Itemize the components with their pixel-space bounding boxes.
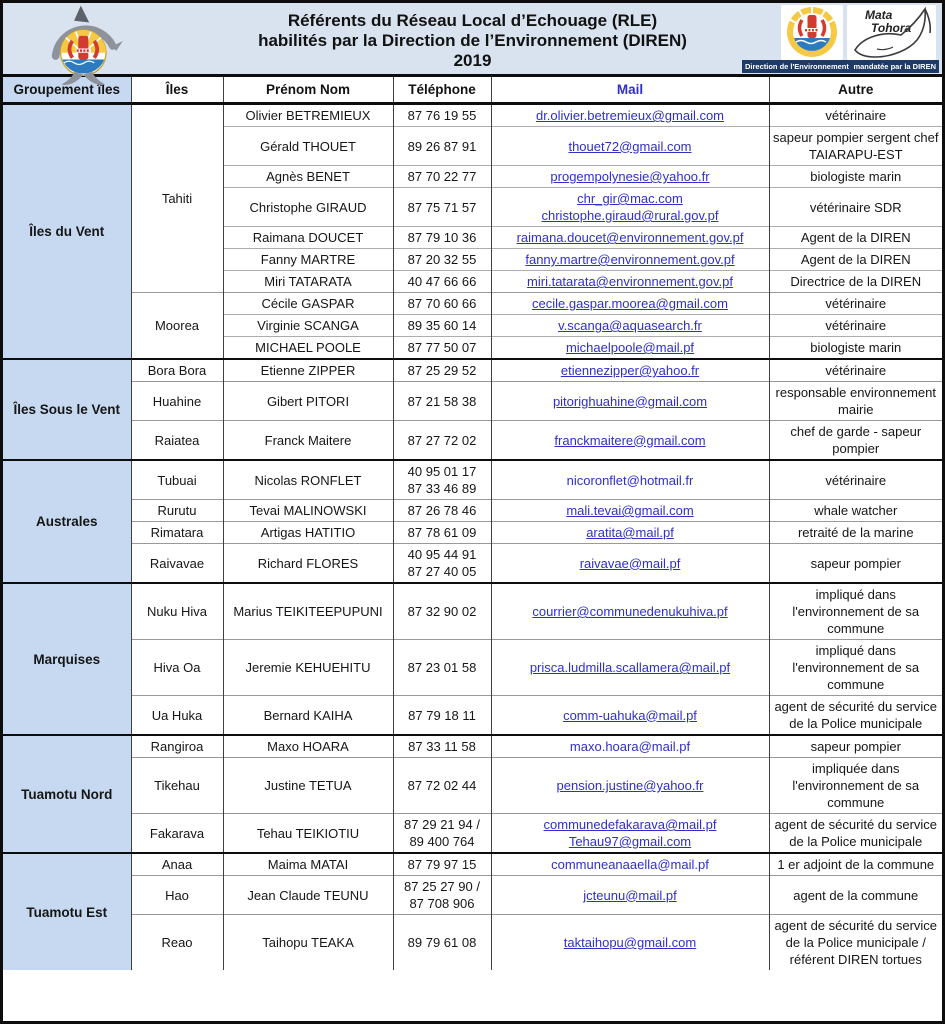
mata-tohora-logo (847, 5, 936, 60)
email-link[interactable]: prisca.ludmilla.scallamera@mail.pf (529, 660, 731, 675)
email-link[interactable]: fanny.martre@environnement.gov.pf (525, 252, 735, 267)
email-link[interactable]: v.scanga@aquasearch.fr (558, 318, 702, 333)
email-link[interactable]: communedefakarava@mail.pf (543, 817, 717, 832)
mail-cell (491, 227, 769, 249)
phone-cell: 87 70 60 66 (393, 293, 491, 315)
person-name-cell: Taihopu TEAKA (223, 915, 393, 971)
person-name-cell: Franck Maitere (223, 421, 393, 461)
island-cell: Moorea (131, 293, 223, 360)
role-cell: agent de sécurité du service de la Police municipale (769, 696, 942, 736)
table-row (3, 915, 942, 971)
person-name-cell: Jean Claude TEUNU (223, 876, 393, 915)
col-header-prenom-nom: Prénom Nom (223, 77, 393, 104)
email-link[interactable]: pension.justine@yahoo.fr (556, 778, 704, 793)
person-name-cell: Maxo HOARA (223, 735, 393, 758)
mail-cell (491, 522, 769, 544)
mail-cell (491, 421, 769, 461)
person-name-cell: Olivier BETREMIEUX (223, 104, 393, 127)
mail-cell (491, 696, 769, 736)
group-cell: Australes (3, 460, 131, 583)
phone-cell: 89 26 87 91 (393, 127, 491, 166)
island-cell: Huahine (131, 382, 223, 421)
table-row (3, 382, 942, 421)
phone-cell: 87 26 78 46 (393, 500, 491, 522)
role-cell: 1 er adjoint de la commune (769, 853, 942, 876)
role-cell: biologiste marin (769, 166, 942, 188)
role-cell: vétérinaire (769, 293, 942, 315)
island-cell: Raiatea (131, 421, 223, 461)
phone-cell: 87 27 72 02 (393, 421, 491, 461)
phone-cell: 87 79 97 15 (393, 853, 491, 876)
phone-cell: 87 20 32 55 (393, 249, 491, 271)
mail-cell (491, 337, 769, 360)
role-cell: sapeur pompier (769, 735, 942, 758)
role-cell: vétérinaire SDR (769, 188, 942, 227)
logo-caption-strip (742, 60, 939, 73)
phone-cell: 87 76 19 55 (393, 104, 491, 127)
person-name-cell: Artigas HATITIO (223, 522, 393, 544)
email-link: nicoronflet@hotmail.fr (566, 472, 694, 488)
island-cell: Ua Huka (131, 696, 223, 736)
phone-cell: 40 47 66 66 (393, 271, 491, 293)
email-link[interactable]: aratita@mail.pf (586, 525, 674, 540)
person-name-cell: Gibert PITORI (223, 382, 393, 421)
email-link[interactable]: mali.tevai@gmail.com (566, 503, 694, 518)
col-header-mail: Mail (491, 77, 769, 104)
island-cell: Nuku Hiva (131, 583, 223, 640)
island-cell: Rangiroa (131, 735, 223, 758)
person-name-cell: Nicolas RONFLET (223, 460, 393, 500)
table-row (3, 421, 942, 461)
role-cell: Agent de la DIREN (769, 227, 942, 249)
person-name-cell: Etienne ZIPPER (223, 359, 393, 382)
mail-cell (491, 315, 769, 337)
group-cell: Tuamotu Est (3, 853, 131, 970)
person-name-cell: Agnès BENET (223, 166, 393, 188)
title-line-2: habilités par la Direction de l’Environnement (DIREN) (258, 31, 687, 50)
phone-cell: 87 72 02 44 (393, 758, 491, 814)
group-cell: Îles Sous le Vent (3, 359, 131, 460)
phone-cell: 87 25 27 90 / 87 708 906 (393, 876, 491, 915)
role-cell: vétérinaire (769, 315, 942, 337)
rle-whale-emblem-logo (29, 4, 141, 88)
phone-cell: 40 95 44 91 87 27 40 05 (393, 544, 491, 584)
role-cell: agent de sécurité du service de la Police municipale (769, 814, 942, 854)
title-band (3, 3, 942, 77)
email-link[interactable]: chr_gir@mac.com (577, 191, 683, 206)
role-cell: vétérinaire (769, 359, 942, 382)
email-link: maxo.hoara@mail.pf (569, 739, 691, 754)
role-cell: impliqué dans l'environnement de sa commune (769, 583, 942, 640)
mail-cell (491, 359, 769, 382)
island-cell: Hao (131, 876, 223, 915)
mail-cell (491, 876, 769, 915)
phone-cell: 87 79 10 36 (393, 227, 491, 249)
role-cell: vétérinaire (769, 460, 942, 500)
phone-cell: 40 95 01 17 87 33 46 89 (393, 460, 491, 500)
person-name-cell: Gérald THOUET (223, 127, 393, 166)
person-name-cell: Tehau TEIKIOTIU (223, 814, 393, 854)
role-cell: sapeur pompier (769, 544, 942, 584)
mail-cell (491, 127, 769, 166)
table-row (3, 359, 942, 382)
table-row (3, 640, 942, 696)
phone-cell: 87 79 18 11 (393, 696, 491, 736)
phone-cell: 89 35 60 14 (393, 315, 491, 337)
phone-cell: 87 78 61 09 (393, 522, 491, 544)
island-cell: Rurutu (131, 500, 223, 522)
polynesia-emblem-icon (781, 5, 843, 60)
person-name-cell: Marius TEIKITEEPUPUNI (223, 583, 393, 640)
email-link[interactable]: raivavae@mail.pf (579, 555, 681, 571)
email-link[interactable]: progempolynesie@yahoo.fr (550, 169, 710, 184)
phone-cell: 87 21 58 38 (393, 382, 491, 421)
person-name-cell: Bernard KAIHA (223, 696, 393, 736)
island-cell: Fakarava (131, 814, 223, 854)
role-cell: retraité de la marine (769, 522, 942, 544)
mail-cell (491, 814, 769, 854)
title-line-1: Référents du Réseau Local d’Echouage (RLE) (287, 11, 658, 30)
email-link[interactable]: pitorighuahine@gmail.com (552, 393, 708, 409)
group-cell: Tuamotu Nord (3, 735, 131, 853)
person-name-cell: Tevai MALINOWSKI (223, 500, 393, 522)
mail-cell (491, 249, 769, 271)
col-header-iles: Îles (131, 77, 223, 104)
person-name-cell: Richard FLORES (223, 544, 393, 584)
role-cell: agent de la commune (769, 876, 942, 915)
email-link[interactable]: jcteunu@mail.pf (583, 887, 677, 903)
referents-table-header (3, 77, 942, 104)
mata-caption: mandatée par la DIREN (853, 62, 936, 71)
table-row (3, 758, 942, 814)
phone-cell: 89 79 61 08 (393, 915, 491, 971)
email-link[interactable]: michaelpoole@mail.pf (565, 340, 695, 355)
email-link[interactable]: miri.tatarata@environnement.gov.pf (527, 274, 733, 289)
role-cell: responsable environnement mairie (769, 382, 942, 421)
mata-tohora-whale-icon (847, 5, 936, 60)
mail-cell (491, 271, 769, 293)
role-cell: impliquée dans l'environnement de sa commune (769, 758, 942, 814)
email-link[interactable]: dr.olivier.betremieux@gmail.com (535, 108, 725, 123)
email-link: communeanaaella@mail.pf (551, 857, 709, 872)
email-link[interactable]: raimana.doucet@environnement.gov.pf (516, 230, 744, 245)
person-name-cell: Raimana DOUCET (223, 227, 393, 249)
col-header-groupement-iles: Groupement îles (3, 77, 131, 104)
mail-cell (491, 853, 769, 876)
referents-table (3, 77, 942, 970)
phone-cell: 87 33 11 58 (393, 735, 491, 758)
table-row (3, 500, 942, 522)
island-cell: Tubuai (131, 460, 223, 500)
role-cell: agent de sécurité du service de la Police municipale / référent DIREN tortues (769, 915, 942, 971)
island-cell: Tikehau (131, 758, 223, 814)
person-name-cell: Christophe GIRAUD (223, 188, 393, 227)
email-link[interactable]: thouet72@gmail.com (568, 138, 692, 154)
email-link[interactable]: christophe.giraud@rural.gov.pf (541, 208, 719, 223)
island-cell: Reao (131, 915, 223, 971)
polynesia-emblem-logo (781, 5, 843, 60)
referents-table-body (3, 104, 942, 971)
group-cell: Îles du Vent (3, 104, 131, 360)
island-cell: Rimatara (131, 522, 223, 544)
email-link[interactable]: franckmaitere@gmail.com (554, 432, 706, 448)
mail-cell (491, 382, 769, 421)
island-cell: Tahiti (131, 104, 223, 293)
table-row (3, 522, 942, 544)
person-name-cell: Miri TATARATA (223, 271, 393, 293)
table-row (3, 876, 942, 915)
col-header-telephone: Téléphone (393, 77, 491, 104)
person-name-cell: Cécile GASPAR (223, 293, 393, 315)
mail-cell (491, 460, 769, 500)
email-link[interactable]: Tehau97@gmail.com (568, 834, 692, 849)
island-cell: Anaa (131, 853, 223, 876)
group-cell: Marquises (3, 583, 131, 735)
table-row (3, 460, 942, 500)
person-name-cell: Maima MATAI (223, 853, 393, 876)
email-link[interactable]: cecile.gaspar.moorea@gmail.com (531, 296, 728, 311)
email-link[interactable]: etiennezipper@yahoo.fr (560, 363, 700, 378)
role-cell: sapeur pompier sergent chef TAIARAPU-EST (769, 127, 942, 166)
phone-cell: 87 75 71 57 (393, 188, 491, 227)
mail-cell (491, 104, 769, 127)
table-row (3, 583, 942, 640)
role-cell: Agent de la DIREN (769, 249, 942, 271)
phone-cell: 87 70 22 77 (393, 166, 491, 188)
col-header-autre: Autre (769, 77, 942, 104)
phone-cell: 87 29 21 94 / 89 400 764 (393, 814, 491, 854)
person-name-cell: Jeremie KEHUEHITU (223, 640, 393, 696)
email-link[interactable]: courrier@communedenukuhiva.pf (532, 604, 728, 619)
phone-cell: 87 32 90 02 (393, 583, 491, 640)
table-row (3, 853, 942, 876)
mail-cell (491, 640, 769, 696)
diren-caption: Direction de l'Environnement (745, 62, 849, 71)
table-row (3, 735, 942, 758)
mata-tohora-text-line1: Mata (865, 8, 893, 22)
person-name-cell: Fanny MARTRE (223, 249, 393, 271)
email-link[interactable]: taktaihopu@gmail.com (563, 935, 697, 950)
role-cell: whale watcher (769, 500, 942, 522)
phone-cell: 87 23 01 58 (393, 640, 491, 696)
mail-cell (491, 166, 769, 188)
table-row (3, 544, 942, 584)
phone-cell: 87 77 50 07 (393, 337, 491, 360)
mail-cell (491, 188, 769, 227)
table-row (3, 696, 942, 736)
mail-cell (491, 758, 769, 814)
role-cell: chef de garde - sapeur pompier (769, 421, 942, 461)
mail-cell (491, 500, 769, 522)
person-name-cell: Virginie SCANGA (223, 315, 393, 337)
mail-cell (491, 735, 769, 758)
role-cell: impliqué dans l'environnement de sa commune (769, 640, 942, 696)
title-line-3: 2019 (453, 51, 492, 70)
role-cell: vétérinaire (825, 108, 887, 123)
island-cell: Bora Bora (131, 359, 223, 382)
island-cell: Hiva Oa (131, 640, 223, 696)
island-cell: Raivavae (131, 544, 223, 584)
table-row (3, 293, 942, 315)
role-cell: biologiste marin (769, 337, 942, 360)
email-link[interactable]: comm-uahuka@mail.pf (563, 707, 697, 723)
person-name-cell: MICHAEL POOLE (223, 337, 393, 360)
mata-tohora-text-line2: Tohora (871, 21, 912, 35)
mail-cell (491, 915, 769, 971)
person-name-cell: Justine TETUA (223, 758, 393, 814)
mail-cell (491, 583, 769, 640)
table-row (3, 814, 942, 854)
phone-cell: 87 25 29 52 (393, 359, 491, 382)
table-row (3, 104, 942, 127)
mail-cell (491, 293, 769, 315)
role-cell: Directrice de la DIREN (769, 271, 942, 293)
mail-cell (491, 544, 769, 584)
